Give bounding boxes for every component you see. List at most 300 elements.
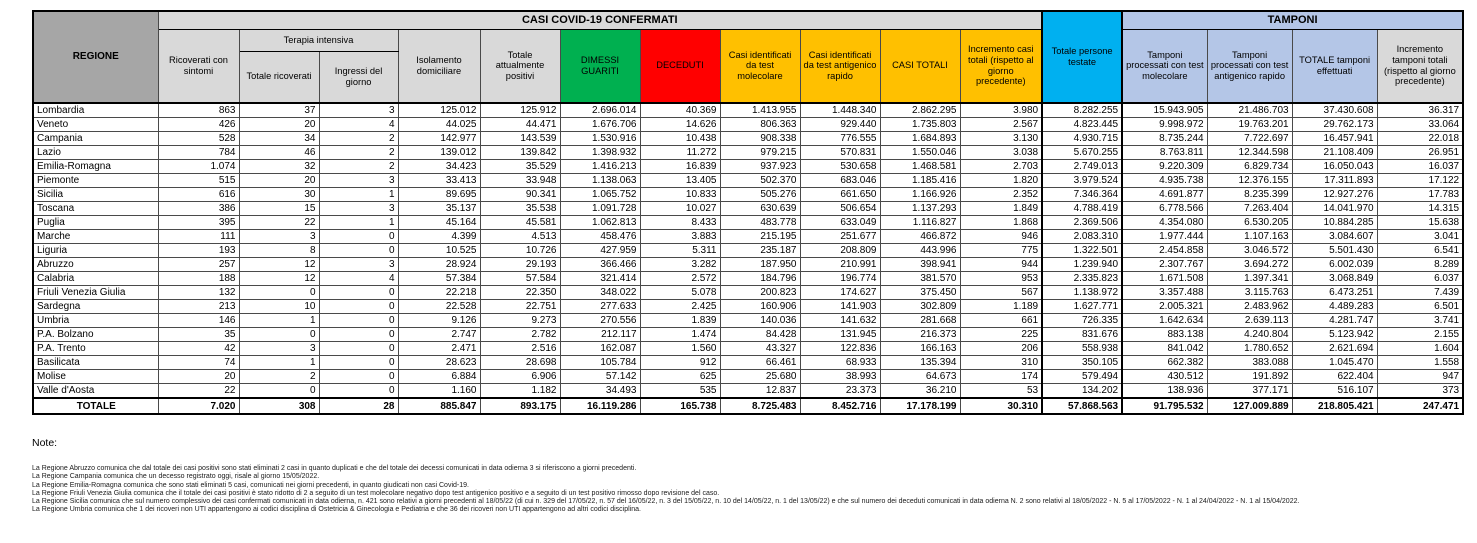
cell: 29.762.173 [1292, 118, 1377, 132]
cell: 386 [158, 202, 239, 216]
cell: 4.489.283 [1292, 300, 1377, 314]
cell: 4 [319, 272, 398, 286]
cell: 174.627 [800, 286, 880, 300]
cell: 17.122 [1377, 174, 1463, 188]
cell: 208.809 [800, 244, 880, 258]
cell: 947 [1377, 370, 1463, 384]
column-header-regione: REGIONE [33, 11, 158, 103]
note-line: La Regione Friuli Venezia Giulia comunica che il totale dei casi positivi è stato ridotto di 2 a seguito di un test molecolare negativo dopo test antigenico positivo e a seguito di un test positivo rimosso dopo revisione del caso. [32, 489, 720, 497]
table-row [33, 174, 1463, 188]
table-row [33, 258, 1463, 272]
cell: 4.691.877 [1122, 188, 1207, 202]
column-header-totale-tamponi: TOTALE tamponi effettuati [1292, 29, 1377, 103]
cell: 10.833 [640, 188, 720, 202]
cell: 1.138.063 [560, 174, 640, 188]
cell: 528 [158, 132, 239, 146]
cell: 8 [239, 244, 319, 258]
cell: 216.373 [880, 328, 960, 342]
cell: 10.884.285 [1292, 216, 1377, 230]
region-name: Veneto [33, 118, 158, 132]
cell: 6.906 [480, 370, 560, 384]
cell: 10.726 [480, 244, 560, 258]
cell: 2.369.506 [1042, 216, 1122, 230]
region-name: Friuli Venezia Giulia [33, 286, 158, 300]
cell: 105.784 [560, 356, 640, 370]
cell: 929.440 [800, 118, 880, 132]
cell: 4.935.738 [1122, 174, 1207, 188]
cell: 44.025 [398, 118, 480, 132]
cell: 1.468.581 [880, 160, 960, 174]
cell: 3.130 [960, 132, 1042, 146]
cell: 22 [239, 216, 319, 230]
cell: 502.370 [720, 174, 800, 188]
cell: 1.398.932 [560, 146, 640, 160]
cell: 6.778.566 [1122, 202, 1207, 216]
cell: 1.474 [640, 328, 720, 342]
cell: 122.836 [800, 342, 880, 356]
cell: 515 [158, 174, 239, 188]
cell: 806.363 [720, 118, 800, 132]
cell: 140.036 [720, 314, 800, 328]
cell: 0 [319, 286, 398, 300]
cell: 90.341 [480, 188, 560, 202]
cell: 270.556 [560, 314, 640, 328]
column-header-deceduti: DECEDUTI [640, 29, 720, 103]
cell: 134.202 [1042, 384, 1122, 399]
cell: 12.927.276 [1292, 188, 1377, 202]
cell: 1.627.771 [1042, 300, 1122, 314]
cell: 8.725.483 [720, 398, 800, 414]
cell: 143.539 [480, 132, 560, 146]
cell: 111 [158, 230, 239, 244]
cell: 2 [239, 370, 319, 384]
cell: 17.178.199 [880, 398, 960, 414]
cell: 53 [960, 384, 1042, 399]
cell: 6.884 [398, 370, 480, 384]
cell: 2.516 [480, 342, 560, 356]
cell: 2.307.767 [1122, 258, 1207, 272]
cell: 0 [239, 328, 319, 342]
cell: 131.945 [800, 328, 880, 342]
region-name: P.A. Bolzano [33, 328, 158, 342]
cell: 141.903 [800, 300, 880, 314]
cell: 174 [960, 370, 1042, 384]
cell: 0 [319, 384, 398, 399]
cell: 4.240.804 [1207, 328, 1292, 342]
cell: 383.088 [1207, 356, 1292, 370]
cell: 1 [319, 216, 398, 230]
cell: 22.350 [480, 286, 560, 300]
cell: 37.430.608 [1292, 103, 1377, 118]
column-header-terapia-ingressi: Ingressi del giorno [319, 51, 398, 103]
cell: 14.315 [1377, 202, 1463, 216]
cell: 2.567 [960, 118, 1042, 132]
cell: 210.991 [800, 258, 880, 272]
table-title: CASI COVID-19 CONFERMATI [158, 11, 1042, 29]
region-name: Abruzzo [33, 258, 158, 272]
cell: 206 [960, 342, 1042, 356]
cell: 57.142 [560, 370, 640, 384]
cell: 530.658 [800, 160, 880, 174]
cell: 7.346.364 [1042, 188, 1122, 202]
cell: 22.751 [480, 300, 560, 314]
cell: 200.823 [720, 286, 800, 300]
cell: 22.218 [398, 286, 480, 300]
cell: 8.282.255 [1042, 103, 1122, 118]
column-header-dimessi-guariti: DIMESSI GUARITI [560, 29, 640, 103]
cell: 2.862.295 [880, 103, 960, 118]
cell: 84.428 [720, 328, 800, 342]
cell: 6.473.251 [1292, 286, 1377, 300]
cell: 683.046 [800, 174, 880, 188]
cell: 1.530.916 [560, 132, 640, 146]
cell: 5.078 [640, 286, 720, 300]
cell: 381.570 [880, 272, 960, 286]
cell: 25.680 [720, 370, 800, 384]
cell: 4.823.445 [1042, 118, 1122, 132]
cell: 7.263.404 [1207, 202, 1292, 216]
region-name: Sardegna [33, 300, 158, 314]
cell: 1.676.706 [560, 118, 640, 132]
cell: 12 [239, 272, 319, 286]
cell: 458.476 [560, 230, 640, 244]
cell: 1.116.827 [880, 216, 960, 230]
cell: 35.538 [480, 202, 560, 216]
cell: 2.747 [398, 328, 480, 342]
cell: 7.020 [158, 398, 239, 414]
cell: 3.980 [960, 103, 1042, 118]
table-row [33, 103, 1463, 118]
cell: 2.703 [960, 160, 1042, 174]
cell: 20 [158, 370, 239, 384]
cell: 1.166.926 [880, 188, 960, 202]
cell: 28.698 [480, 356, 560, 370]
column-header-casi-molecolare: Casi identificati da test molecolare [720, 29, 800, 103]
cell: 7.439 [1377, 286, 1463, 300]
cell: 1.239.940 [1042, 258, 1122, 272]
cell: 579.494 [1042, 370, 1122, 384]
cell: 937.923 [720, 160, 800, 174]
cell: 1.416.213 [560, 160, 640, 174]
cell: 0 [239, 286, 319, 300]
cell: 3.741 [1377, 314, 1463, 328]
cell: 2.155 [1377, 328, 1463, 342]
cell: 36.210 [880, 384, 960, 399]
cell: 776.555 [800, 132, 880, 146]
cell: 831.676 [1042, 328, 1122, 342]
cell: 908.338 [720, 132, 800, 146]
cell: 91.795.532 [1122, 398, 1207, 414]
cell: 16.839 [640, 160, 720, 174]
cell: 28.924 [398, 258, 480, 272]
covid-table [32, 10, 1464, 415]
column-header-incremento-casi: Incremento casi totali (rispetto al giorno precedente) [960, 29, 1042, 103]
table-row [33, 286, 1463, 300]
header-group-row [33, 29, 1463, 51]
cell: 40.369 [640, 103, 720, 118]
cell: 373 [1377, 384, 1463, 399]
cell: 2 [319, 132, 398, 146]
table-row [33, 370, 1463, 384]
column-header-terapia-intensiva: Terapia intensiva [239, 29, 398, 51]
cell: 1.397.341 [1207, 272, 1292, 286]
cell: 5.670.255 [1042, 146, 1122, 160]
note-line: La Regione Campania comunica che un decesso registrato oggi, risale al giorno 15/05/2022. [32, 473, 320, 481]
cell: 33.413 [398, 174, 480, 188]
cell: 1.560 [640, 342, 720, 356]
cell: 953 [960, 272, 1042, 286]
cell: 225 [960, 328, 1042, 342]
table-row [33, 188, 1463, 202]
cell: 377.171 [1207, 384, 1292, 399]
cell: 89.695 [398, 188, 480, 202]
cell: 784 [158, 146, 239, 160]
cell: 141.632 [800, 314, 880, 328]
cell: 4.354.080 [1122, 216, 1207, 230]
cell: 57.384 [398, 272, 480, 286]
cell: 235.187 [720, 244, 800, 258]
cell: 1.182 [480, 384, 560, 399]
region-name: Puglia [33, 216, 158, 230]
cell: 35.137 [398, 202, 480, 216]
cell: 2.621.694 [1292, 342, 1377, 356]
table-row [33, 342, 1463, 356]
cell: 125.912 [480, 103, 560, 118]
cell: 257 [158, 258, 239, 272]
cell: 622.404 [1292, 370, 1377, 384]
table-row [33, 272, 1463, 286]
table-row [33, 146, 1463, 160]
cell: 21.108.409 [1292, 146, 1377, 160]
region-name: Basilicata [33, 356, 158, 370]
cell: 1.322.501 [1042, 244, 1122, 258]
cell: 883.138 [1122, 328, 1207, 342]
region-name: Piemonte [33, 174, 158, 188]
cell: 630.639 [720, 202, 800, 216]
column-header-isolamento: Isolamento domiciliare [398, 29, 480, 103]
table-row [33, 216, 1463, 230]
table-row [33, 300, 1463, 314]
cell: 45.581 [480, 216, 560, 230]
cell: 188 [158, 272, 239, 286]
cell: 138.936 [1122, 384, 1207, 399]
cell: 505.276 [720, 188, 800, 202]
cell: 0 [239, 384, 319, 399]
cell: 35 [158, 328, 239, 342]
cell: 3 [319, 174, 398, 188]
notes-list [32, 465, 1477, 515]
cell: 1.735.803 [880, 118, 960, 132]
cell: 4.281.747 [1292, 314, 1377, 328]
cell: 0 [319, 244, 398, 258]
cell: 443.996 [880, 244, 960, 258]
cell: 1.550.046 [880, 146, 960, 160]
table-row [33, 384, 1463, 399]
cell: 26.951 [1377, 146, 1463, 160]
table-row [33, 160, 1463, 174]
cell: 321.414 [560, 272, 640, 286]
cell: 426 [158, 118, 239, 132]
table-body [33, 103, 1463, 414]
cell: 2.782 [480, 328, 560, 342]
cell: 15 [239, 202, 319, 216]
cell: 3.046.572 [1207, 244, 1292, 258]
tamponi-title: TAMPONI [1122, 11, 1463, 29]
cell: 165.738 [640, 398, 720, 414]
column-header-persone-testate: Totale persone testate [1042, 11, 1122, 103]
cell: 3.041 [1377, 230, 1463, 244]
cell: 37 [239, 103, 319, 118]
cell: 0 [319, 300, 398, 314]
cell: 184.796 [720, 272, 800, 286]
cell: 506.654 [800, 202, 880, 216]
note-line: La Regione Umbria comunica che 1 dei ricoveri non UTI appartengono ai codici disciplina di Ostetricia & Ginecologia e Pediatria e che 36 dei ricoveri non UTI appartengono ad altri codici disciplina. [32, 506, 641, 514]
cell: 30 [239, 188, 319, 202]
cell: 625 [640, 370, 720, 384]
cell: 662.382 [1122, 356, 1207, 370]
cell: 34.423 [398, 160, 480, 174]
title-row [33, 11, 1463, 29]
cell: 2.483.962 [1207, 300, 1292, 314]
cell: 661 [960, 314, 1042, 328]
cell: 558.938 [1042, 342, 1122, 356]
cell: 191.892 [1207, 370, 1292, 384]
cell: 251.677 [800, 230, 880, 244]
column-header-attualmente-positivi: Totale attualmente positivi [480, 29, 560, 103]
cell: 4.399 [398, 230, 480, 244]
cell: 33.064 [1377, 118, 1463, 132]
region-name: Valle d'Aosta [33, 384, 158, 399]
cell: 567 [960, 286, 1042, 300]
cell: 6.829.734 [1207, 160, 1292, 174]
cell: 22.018 [1377, 132, 1463, 146]
cell: 64.673 [880, 370, 960, 384]
cell: 9.126 [398, 314, 480, 328]
cell: 247.471 [1377, 398, 1463, 414]
cell: 0 [319, 328, 398, 342]
cell: 196.774 [800, 272, 880, 286]
cell: 1.045.470 [1292, 356, 1377, 370]
cell: 2.572 [640, 272, 720, 286]
cell: 633.049 [800, 216, 880, 230]
cell: 1.684.893 [880, 132, 960, 146]
cell: 430.512 [1122, 370, 1207, 384]
column-header-tamponi-molecolare: Tamponi processati con test molecolare [1122, 29, 1207, 103]
cell: 15.943.905 [1122, 103, 1207, 118]
cell: 2.471 [398, 342, 480, 356]
cell: 0 [319, 356, 398, 370]
cell: 570.831 [800, 146, 880, 160]
cell: 1.189 [960, 300, 1042, 314]
cell: 14.041.970 [1292, 202, 1377, 216]
cell: 535 [640, 384, 720, 399]
cell: 726.335 [1042, 314, 1122, 328]
cell: 0 [319, 314, 398, 328]
cell: 19.763.201 [1207, 118, 1292, 132]
cell: 1.138.972 [1042, 286, 1122, 300]
table-row [33, 328, 1463, 342]
cell: 20 [239, 174, 319, 188]
cell: 3.084.607 [1292, 230, 1377, 244]
cell: 15.638 [1377, 216, 1463, 230]
cell: 2.083.310 [1042, 230, 1122, 244]
cell: 1.185.416 [880, 174, 960, 188]
cell: 6.541 [1377, 244, 1463, 258]
cell: 34.493 [560, 384, 640, 399]
cell: 12.376.155 [1207, 174, 1292, 188]
cell: 1.107.163 [1207, 230, 1292, 244]
cell: 1.448.340 [800, 103, 880, 118]
cell: 135.394 [880, 356, 960, 370]
cell: 9.998.972 [1122, 118, 1207, 132]
cell: 28.623 [398, 356, 480, 370]
cell: 8.235.399 [1207, 188, 1292, 202]
cell: 17.311.893 [1292, 174, 1377, 188]
cell: 1.642.634 [1122, 314, 1207, 328]
cell: 57.868.563 [1042, 398, 1122, 414]
cell: 944 [960, 258, 1042, 272]
region-name: Liguria [33, 244, 158, 258]
cell: 8.452.716 [800, 398, 880, 414]
cell: 3.068.849 [1292, 272, 1377, 286]
cell: 466.872 [880, 230, 960, 244]
cell: 74 [158, 356, 239, 370]
cell: 395 [158, 216, 239, 230]
cell: 10.027 [640, 202, 720, 216]
cell: 775 [960, 244, 1042, 258]
cell: 2.425 [640, 300, 720, 314]
cell: 8.735.244 [1122, 132, 1207, 146]
cell: 28 [319, 398, 398, 414]
cell: 9.220.309 [1122, 160, 1207, 174]
cell: 5.123.942 [1292, 328, 1377, 342]
cell: 22 [158, 384, 239, 399]
region-name: Sicilia [33, 188, 158, 202]
cell: 166.163 [880, 342, 960, 356]
cell: 1.820 [960, 174, 1042, 188]
cell: 38.993 [800, 370, 880, 384]
region-name: Marche [33, 230, 158, 244]
cell: 22.528 [398, 300, 480, 314]
cell: 12.837 [720, 384, 800, 399]
cell: 2.352 [960, 188, 1042, 202]
cell: 16.457.941 [1292, 132, 1377, 146]
cell: 3.694.272 [1207, 258, 1292, 272]
cell: 1.839 [640, 314, 720, 328]
cell: 375.450 [880, 286, 960, 300]
cell: 17.783 [1377, 188, 1463, 202]
cell: 5.501.430 [1292, 244, 1377, 258]
cell: 277.633 [560, 300, 640, 314]
table-row [33, 202, 1463, 216]
cell: 885.847 [398, 398, 480, 414]
cell: 45.164 [398, 216, 480, 230]
cell: 43.327 [720, 342, 800, 356]
cell: 1.137.293 [880, 202, 960, 216]
cell: 893.175 [480, 398, 560, 414]
cell: 132 [158, 286, 239, 300]
cell: 2.335.823 [1042, 272, 1122, 286]
region-name: Molise [33, 370, 158, 384]
notes-section [32, 437, 1477, 515]
region-name: Campania [33, 132, 158, 146]
cell: 32 [239, 160, 319, 174]
cell: 3.115.763 [1207, 286, 1292, 300]
cell: 2.639.113 [1207, 314, 1292, 328]
cell: 6.530.205 [1207, 216, 1292, 230]
cell: 193 [158, 244, 239, 258]
cell: 616 [158, 188, 239, 202]
